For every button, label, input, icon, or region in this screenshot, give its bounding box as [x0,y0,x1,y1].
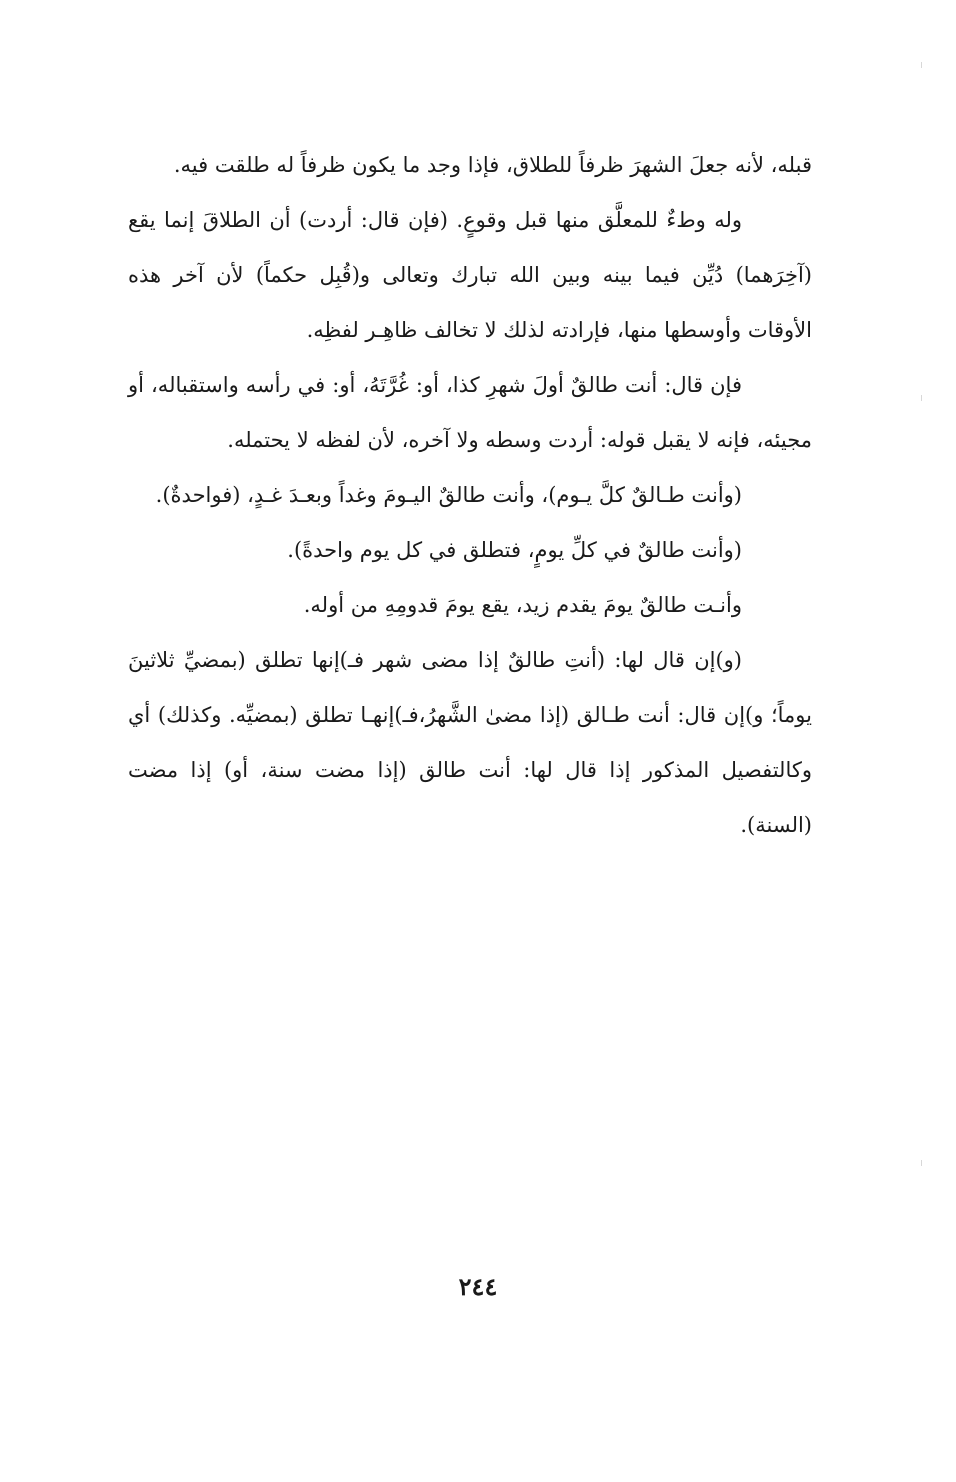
paragraph-every-day: (وأنت طـالقٌ كلَّ يـوم)، وأنت طالقٌ اليـومَ وغداً وبعـدَ غـدٍ، (فواحدةٌ). [155,483,742,507]
body-text [128,138,812,853]
margin-mark [921,62,922,68]
page-number: ٢٤٤ [458,1272,498,1301]
margin-mark [921,1160,922,1166]
paragraph-month-passes: (و)إن قال لها: (أنتِ طالقٌ إذا مضى شهر فـ)إنها تطلق (بمضيِّ ثلاثينَ يوماً؛ و)إن قال: أنت طـالق (إذا مضىٰ الشَّهرُ،فـ)إنهـا تطلق (بمضيِّه. وكذلك) أي وكالتفصيل المذكور إذا قال لها: أنت طالق (إذا مضت سنة، أو) إذا مضت (السنة). [128,648,812,837]
paragraph-beginning-of-month: فإن قال: أنت طالقٌ أولَ شهرِ كذا، أو: غُرَّتَهُ، أو: في رأسه واستقباله، أو مجيئه، فإنه لا يقبل قوله: أردت وسطه ولا آخره، لأن لفظه لا يحتمله. [128,373,812,452]
paragraph-intercourse-and-intent: وله وطءٌ للمعلَّق منها قبل وقوعٍ. (فإن قال: أردت) أن الطلاقَ إنما يقع (آخِرَهما) دُيِّن فيما بينه وبين الله تبارك وتعالى و(قُبِل حكماً) لأن آخر هذه الأوقات وأوسطها منها، فإرادته لذلك لا تخالف ظاهِـر لفظِه. [128,208,812,342]
paragraph-in-every-day: (وأنت طالقٌ في كلِّ يومٍ، فتطلق في كل يوم واحدةً). [287,538,742,562]
margin-mark [921,395,922,401]
paragraph-continuation: قبله، لأنه جعلَ الشهرَ ظرفاً للطلاق، فإذا وجد ما يكون ظرفاً له طلقت فيه. [173,153,812,177]
paragraph-day-zaid-arrives: وأنـت طالقٌ يومَ يقدم زيد، يقع يومَ قدومِهِ من أوله. [303,593,742,617]
